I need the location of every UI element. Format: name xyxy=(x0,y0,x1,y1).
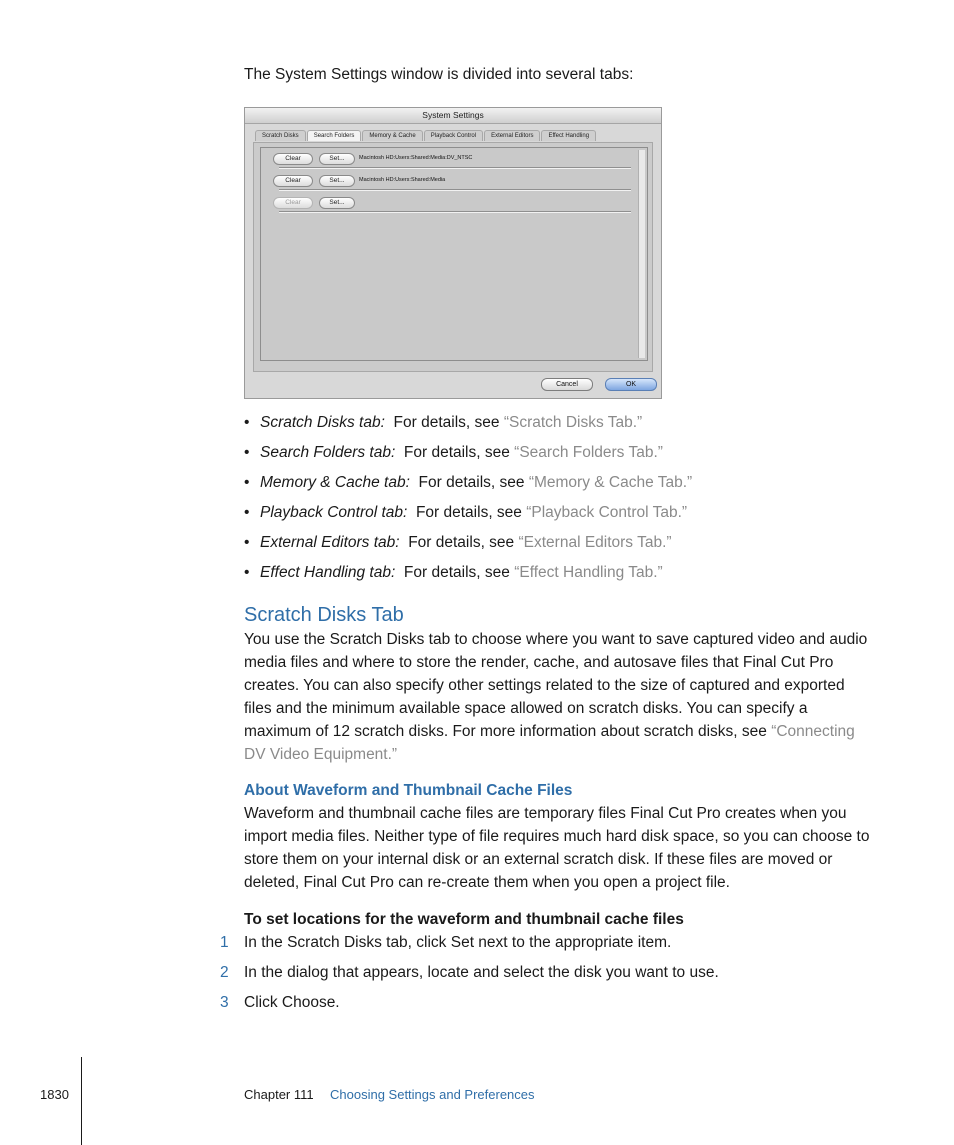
bullet-label: Memory & Cache tab: xyxy=(260,474,410,491)
clear-button[interactable]: Clear xyxy=(273,153,313,165)
task-heading: To set locations for the waveform and thumbnail cache files xyxy=(244,911,684,928)
step-text: Click Choose. xyxy=(244,994,340,1011)
list-item xyxy=(244,561,884,591)
footer-divider xyxy=(81,1057,82,1145)
tab-search-folders[interactable]: Search Folders xyxy=(307,130,362,141)
list-item xyxy=(0,961,954,991)
bullet: • xyxy=(244,534,250,551)
bullet-text: For details, see xyxy=(418,474,525,491)
bullet: • xyxy=(244,474,250,491)
tab-memory-cache[interactable]: Memory & Cache xyxy=(362,130,422,141)
bullet-label: Effect Handling tab: xyxy=(260,564,396,581)
subsection-paragraph: Waveform and thumbnail cache files are temporary files Final Cut Pro creates when you import media files. Neither type of file requires much hard disk space, so you can choose to store them on your internal disk or an external scratch disk. If these files are moved or deleted, Final Cut Pro can re-create them when you open a project file. xyxy=(244,805,870,891)
list-item xyxy=(267,151,639,171)
bullet: • xyxy=(244,504,250,521)
tab-external-editors[interactable]: External Editors xyxy=(484,130,540,141)
cross-reference-link[interactable]: “Search Folders Tab.” xyxy=(514,444,663,461)
cancel-button[interactable]: Cancel xyxy=(541,378,593,391)
tab-panel xyxy=(253,142,653,372)
tab-bar xyxy=(255,130,597,142)
list-item xyxy=(267,195,639,215)
step-number: 2 xyxy=(220,964,229,981)
set-button[interactable]: Set... xyxy=(319,197,355,209)
intro-text: The System Settings window is divided into several tabs: xyxy=(244,66,634,83)
list-item xyxy=(244,531,884,561)
list-item xyxy=(0,991,954,1021)
step-text: In the dialog that appears, locate and select the disk you want to use. xyxy=(244,964,719,981)
paragraph-text: You use the Scratch Disks tab to choose where you want to save captured video and audio media files and where to store the render, cache, and autosave files that Final Cut Pro creates. You can also specify other settings related to the size of captured and exported files and the minimum available space allowed on scratch disks. You can specify a maximum of 12 scratch disks. For more information about scratch disks, see xyxy=(244,631,868,740)
tab-scratch-disks[interactable]: Scratch Disks xyxy=(255,130,306,141)
list-item xyxy=(267,173,639,193)
cross-reference-link[interactable]: “Connecting DV Video Equipment.” xyxy=(244,723,855,763)
list-item xyxy=(244,441,884,471)
bullet-label: Search Folders tab: xyxy=(260,444,396,461)
section-heading: Scratch Disks Tab xyxy=(244,604,404,626)
bullet: • xyxy=(244,414,250,431)
footer-chapter-title[interactable]: Choosing Settings and Preferences xyxy=(330,1087,535,1102)
window-title: System Settings xyxy=(245,108,661,124)
clear-button[interactable]: Clear xyxy=(273,175,313,187)
tab-effect-handling[interactable]: Effect Handling xyxy=(541,130,596,141)
list-item xyxy=(244,501,884,531)
step-text: In the Scratch Disks tab, click Set next to the appropriate item. xyxy=(244,934,672,951)
list-item xyxy=(0,931,954,961)
bullet: • xyxy=(244,444,250,461)
folder-path: Macintosh HD:Users:Shared:Media xyxy=(359,177,446,183)
subsection-heading: About Waveform and Thumbnail Cache Files xyxy=(244,782,573,799)
divider xyxy=(279,189,631,191)
bullet-text: For details, see xyxy=(393,414,500,431)
bullet: • xyxy=(244,564,250,581)
ok-button[interactable]: OK xyxy=(605,378,657,391)
step-number: 3 xyxy=(220,994,229,1011)
divider xyxy=(279,167,631,169)
cross-reference-link[interactable]: “External Editors Tab.” xyxy=(518,534,672,551)
cross-reference-link[interactable]: “Scratch Disks Tab.” xyxy=(503,414,643,431)
page-number: 1830 xyxy=(40,1087,69,1102)
bullet-text: For details, see xyxy=(415,504,522,521)
bullet-text: For details, see xyxy=(403,444,510,461)
bullet-text: For details, see xyxy=(408,534,515,551)
set-button[interactable]: Set... xyxy=(319,175,355,187)
bullet-text: For details, see xyxy=(403,564,510,581)
cross-reference-link[interactable]: “Effect Handling Tab.” xyxy=(514,564,663,581)
section-paragraph xyxy=(244,628,876,766)
list-item xyxy=(244,411,884,441)
scrollbar[interactable] xyxy=(638,150,645,358)
system-settings-window-screenshot xyxy=(244,107,662,399)
steps-list xyxy=(0,931,954,1021)
set-button[interactable]: Set... xyxy=(319,153,355,165)
tab-playback-control[interactable]: Playback Control xyxy=(424,130,483,141)
step-number: 1 xyxy=(220,934,229,951)
cross-reference-link[interactable]: “Memory & Cache Tab.” xyxy=(528,474,693,491)
divider xyxy=(279,211,631,213)
folder-list xyxy=(260,147,648,361)
cross-reference-link[interactable]: “Playback Control Tab.” xyxy=(526,504,688,521)
tabs-bullet-list xyxy=(244,411,884,591)
footer-chapter: Chapter 111 xyxy=(244,1087,314,1102)
bullet-label: Playback Control tab: xyxy=(260,504,408,521)
bullet-label: External Editors tab: xyxy=(260,534,400,551)
list-item xyxy=(244,471,884,501)
clear-button-disabled: Clear xyxy=(273,197,313,209)
bullet-label: Scratch Disks tab: xyxy=(260,414,385,431)
folder-path: Macintosh HD:Users:Shared:Media:DV_NTSC xyxy=(359,155,473,161)
